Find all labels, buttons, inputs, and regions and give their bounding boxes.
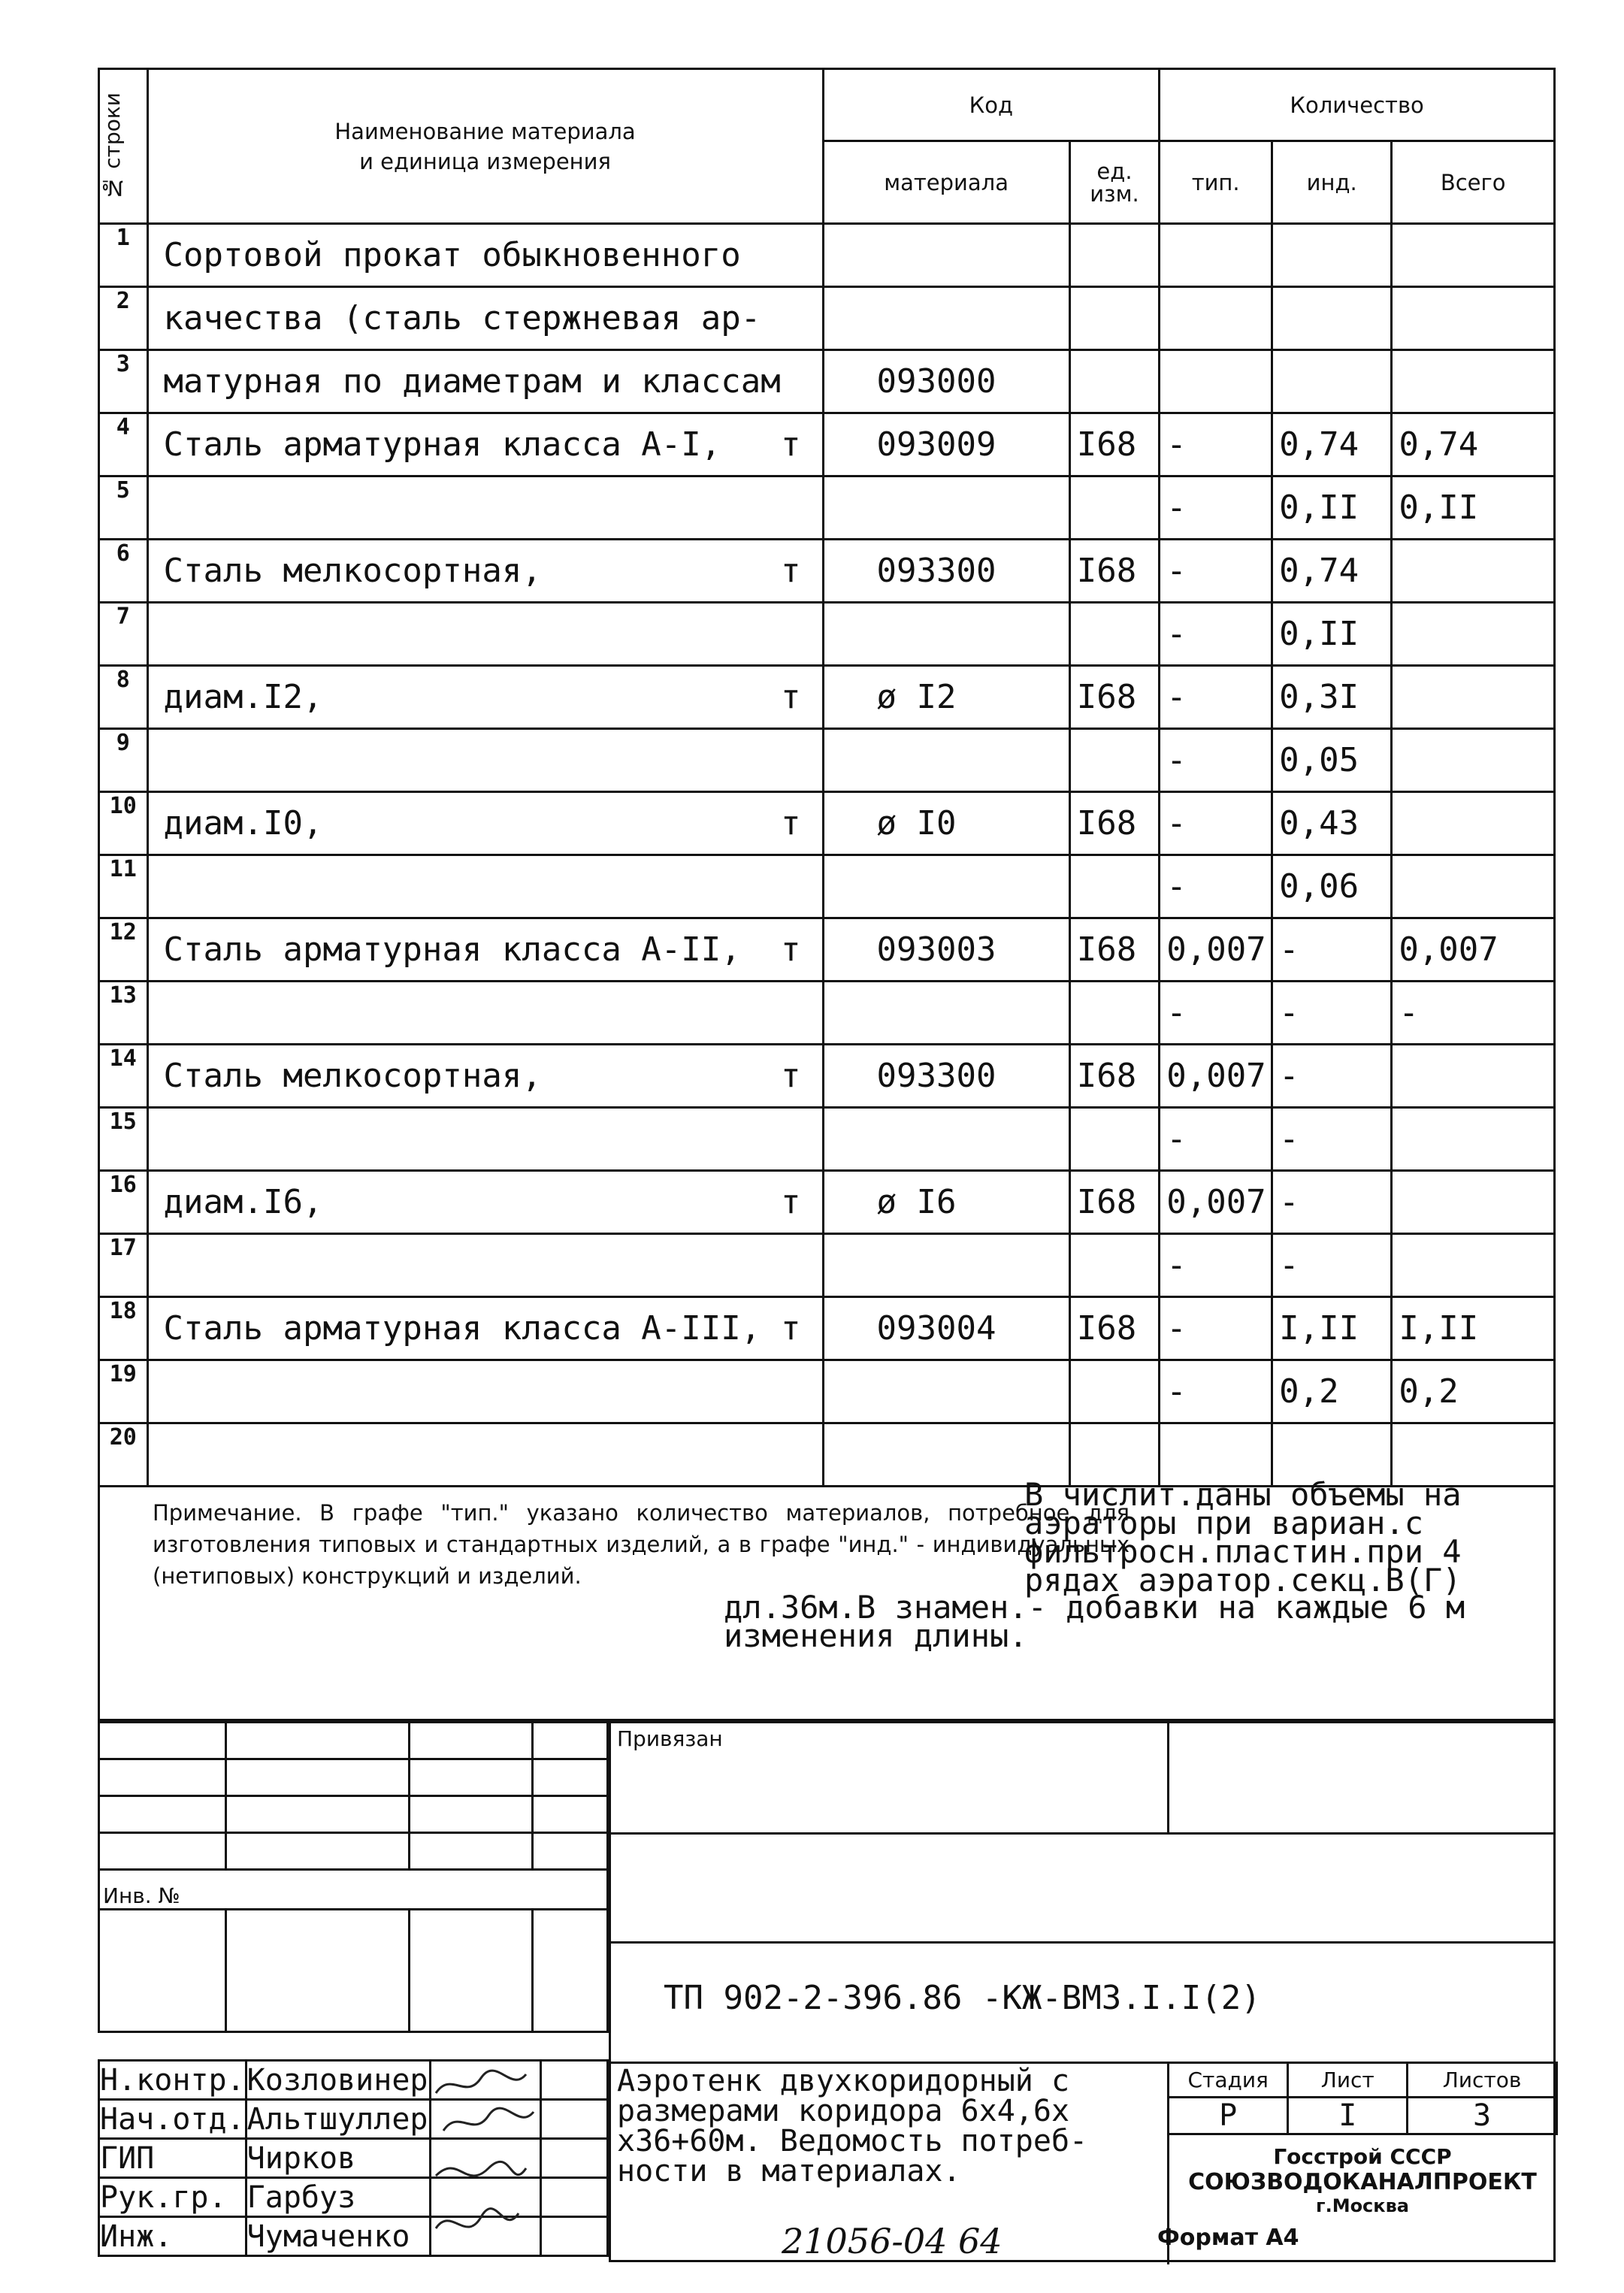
- qty-typ: -: [1160, 1360, 1272, 1423]
- row-number: 15: [99, 1108, 148, 1171]
- header-qty-typ: тип.: [1160, 141, 1272, 224]
- qty-total: [1392, 287, 1555, 350]
- row-number: 6: [99, 540, 148, 603]
- material-unit: т: [781, 1057, 801, 1095]
- material-name: [147, 666, 823, 729]
- material-name-text: Сортовой прокат обыкновенного: [163, 236, 741, 274]
- row-number: 3: [99, 350, 148, 413]
- table-row: [99, 729, 1555, 792]
- qty-typ: -: [1160, 729, 1272, 792]
- qty-typ: -: [1160, 666, 1272, 729]
- material-name: [147, 413, 823, 476]
- header-code: Код: [823, 69, 1160, 141]
- qty-ind: 0,74: [1272, 540, 1392, 603]
- qty-ind: -: [1272, 1108, 1392, 1171]
- material-unit: т: [781, 930, 801, 969]
- stamp-right: [609, 1721, 1556, 2262]
- qty-total: [1392, 729, 1555, 792]
- stamp-left-grid: [98, 1721, 609, 2033]
- qty-total: [1392, 792, 1555, 855]
- material-name: [147, 603, 823, 666]
- material-code: [823, 729, 1069, 792]
- note-typed-right: В числит.даны объемы на аэраторы при вариан.с фильтросн.пластин.при 4 рядах аэратор.секц.В(Г): [1024, 1476, 1462, 1599]
- signatory-role: Нач.отд.: [99, 2100, 246, 2139]
- qty-total: 0,007: [1392, 918, 1555, 982]
- material-name-text: Сталь арматурная класса А-I,: [163, 425, 721, 464]
- material-code: 093300: [823, 1045, 1069, 1108]
- unit-code: I68: [1069, 540, 1159, 603]
- qty-total: [1392, 540, 1555, 603]
- material-unit: т: [781, 425, 801, 464]
- material-unit: т: [781, 1183, 801, 1221]
- header-code-unit: ед. изм.: [1069, 141, 1159, 224]
- org-name: СОЮЗВОДОКАНАЛПРОЕКТ: [1188, 2169, 1537, 2195]
- doc-title: Аэротенк двухкоридорный с размерами коридора 6х4,6х х36+60м. Ведомость потреб- ности в материалах.: [617, 2064, 1088, 2189]
- table-row: [99, 1108, 1555, 1171]
- material-unit: т: [781, 552, 801, 590]
- material-name-text: Сталь мелкосортная,: [163, 1057, 542, 1095]
- signatory-role: Инж.: [99, 2217, 246, 2256]
- header-name: Наименование материала и единица измерения: [147, 69, 823, 224]
- qty-total: 0,74: [1392, 413, 1555, 476]
- signatory-name: Гарбуз: [246, 2178, 430, 2217]
- qty-typ: -: [1160, 540, 1272, 603]
- stage-value: Р: [1169, 2098, 1288, 2134]
- material-name-text: Сталь арматурная класса А-III,: [163, 1309, 761, 1348]
- table-row: [99, 792, 1555, 855]
- material-name: [147, 918, 823, 982]
- table-row: [99, 224, 1555, 287]
- qty-total: I,II: [1392, 1297, 1555, 1360]
- sheet-value: I: [1288, 2098, 1408, 2134]
- material-code: 093004: [823, 1297, 1069, 1360]
- qty-typ: -: [1160, 982, 1272, 1045]
- org-ministry: Госстрой СССР: [1273, 2144, 1452, 2169]
- row-number: 19: [99, 1360, 148, 1423]
- header-code-material: материала: [823, 141, 1069, 224]
- material-unit: т: [781, 1309, 801, 1348]
- row-number: 16: [99, 1171, 148, 1234]
- title-block: [98, 1721, 1556, 2262]
- signatory-role: Н.контр.: [99, 2061, 246, 2100]
- material-code: ø I2: [823, 666, 1069, 729]
- signatory-name: Чирков: [246, 2139, 430, 2178]
- header-qty-total: Всего: [1392, 141, 1555, 224]
- table-row: [99, 540, 1555, 603]
- qty-typ: -: [1160, 855, 1272, 918]
- unit-code: [1069, 855, 1159, 918]
- qty-total: [1392, 1234, 1555, 1297]
- signatory-name: Альтшуллер: [246, 2100, 430, 2139]
- unit-code: [1069, 729, 1159, 792]
- row-number: 1: [99, 224, 148, 287]
- material-code: [823, 855, 1069, 918]
- unit-code: [1069, 1108, 1159, 1171]
- table-row: [99, 855, 1555, 918]
- qty-total: -: [1392, 982, 1555, 1045]
- materials-table: [98, 68, 1556, 1487]
- material-unit: т: [781, 804, 801, 842]
- unit-code: [1069, 603, 1159, 666]
- table-row: [99, 476, 1555, 540]
- table-row: [99, 287, 1555, 350]
- row-number: 8: [99, 666, 148, 729]
- qty-typ: -: [1160, 1297, 1272, 1360]
- material-code: [823, 603, 1069, 666]
- qty-typ: -: [1160, 476, 1272, 540]
- material-name: [147, 729, 823, 792]
- material-code: [823, 1234, 1069, 1297]
- material-name: [147, 287, 823, 350]
- signatory-role: ГИП: [99, 2139, 246, 2178]
- table-row: [99, 1360, 1555, 1423]
- qty-total: [1392, 603, 1555, 666]
- qty-ind: -: [1272, 1234, 1392, 1297]
- unit-code: [1069, 476, 1159, 540]
- material-name-text: матурная по диаметрам и классам: [163, 362, 781, 401]
- qty-typ: [1160, 224, 1272, 287]
- qty-typ: -: [1160, 792, 1272, 855]
- unit-code: I68: [1069, 792, 1159, 855]
- unit-code: I68: [1069, 1171, 1159, 1234]
- row-number: 12: [99, 918, 148, 982]
- qty-total: [1392, 855, 1555, 918]
- qty-ind: I,II: [1272, 1297, 1392, 1360]
- qty-total: [1392, 350, 1555, 413]
- material-unit: т: [781, 678, 801, 716]
- row-number: 20: [99, 1423, 148, 1487]
- table-row: [99, 603, 1555, 666]
- signatures-icon: [421, 2063, 601, 2258]
- qty-typ: [1160, 350, 1272, 413]
- qty-ind: 0,06: [1272, 855, 1392, 918]
- row-number: 17: [99, 1234, 148, 1297]
- table-row: [99, 918, 1555, 982]
- org-city: г.Москва: [1316, 2195, 1409, 2216]
- header-row-no: № строки: [99, 69, 148, 224]
- table-row: [99, 1045, 1555, 1108]
- unit-code: [1069, 350, 1159, 413]
- qty-ind: 0,3I: [1272, 666, 1392, 729]
- doc-code: ТП 902-2-396.86 -КЖ-ВМ3.I.I(2): [664, 1979, 1261, 2017]
- table-row: [99, 1171, 1555, 1234]
- material-name-text: диам.I0,: [163, 804, 323, 842]
- qty-typ: [1160, 287, 1272, 350]
- sheet-label: Лист: [1288, 2063, 1408, 2098]
- material-code: ø I0: [823, 792, 1069, 855]
- qty-ind: -: [1272, 982, 1392, 1045]
- table-row: [99, 350, 1555, 413]
- stage-label: Стадия: [1169, 2063, 1288, 2098]
- row-number: 13: [99, 982, 148, 1045]
- qty-ind: -: [1272, 918, 1392, 982]
- material-name: [147, 1108, 823, 1171]
- material-code: 093009: [823, 413, 1069, 476]
- signatory-name: Козловинер: [246, 2061, 430, 2100]
- qty-total: 0,II: [1392, 476, 1555, 540]
- unit-code: [1069, 224, 1159, 287]
- material-code: [823, 1108, 1069, 1171]
- inv-no-label: Инв. №: [99, 1870, 608, 1910]
- qty-typ: -: [1160, 1234, 1272, 1297]
- material-code: [823, 224, 1069, 287]
- unit-code: I68: [1069, 1045, 1159, 1108]
- material-code: ø I6: [823, 1171, 1069, 1234]
- material-name-text: диам.I6,: [163, 1183, 323, 1221]
- material-name: [147, 1360, 823, 1423]
- row-number: 18: [99, 1297, 148, 1360]
- qty-ind: 0,74: [1272, 413, 1392, 476]
- note-printed: Примечание. В графе "тип." указано количество материалов, потребное для изготовления типовых и стандартных изделий, а в графе "инд." - индивидуальных (нетиповых) конструкций и изделий.: [153, 1500, 1130, 1589]
- archive-number: 21056-04 64: [782, 2221, 1003, 2261]
- qty-ind: 0,2: [1272, 1360, 1392, 1423]
- qty-ind: 0,43: [1272, 792, 1392, 855]
- material-name: [147, 476, 823, 540]
- table-row: [99, 666, 1555, 729]
- privyazan-label: Привязан: [617, 1726, 723, 1751]
- signatory-name: Чумаченко: [246, 2217, 430, 2256]
- qty-total: [1392, 666, 1555, 729]
- material-code: 093300: [823, 540, 1069, 603]
- unit-code: [1069, 982, 1159, 1045]
- material-name: [147, 855, 823, 918]
- material-name-text: Сталь арматурная класса А-II,: [163, 930, 741, 969]
- qty-total: [1392, 1171, 1555, 1234]
- header-quantity: Количество: [1160, 69, 1555, 141]
- qty-ind: -: [1272, 1045, 1392, 1108]
- qty-total: [1392, 1108, 1555, 1171]
- sheets-label: Листов: [1408, 2063, 1557, 2098]
- material-code: 093003: [823, 918, 1069, 982]
- material-code: [823, 1360, 1069, 1423]
- qty-typ: 0,007: [1160, 918, 1272, 982]
- material-name: [147, 1297, 823, 1360]
- format-label: Формат А4: [1157, 2225, 1299, 2251]
- qty-typ: 0,007: [1160, 1045, 1272, 1108]
- material-name: [147, 1171, 823, 1234]
- qty-ind: [1272, 224, 1392, 287]
- qty-ind: 0,05: [1272, 729, 1392, 792]
- organization: [1167, 2144, 1558, 2216]
- signatory-role: Рук.гр.: [99, 2178, 246, 2217]
- qty-typ: -: [1160, 413, 1272, 476]
- material-name: [147, 350, 823, 413]
- material-name: [147, 1045, 823, 1108]
- qty-typ: -: [1160, 1108, 1272, 1171]
- qty-total: [1392, 224, 1555, 287]
- note-block: [98, 1476, 1556, 1721]
- unit-code: [1069, 1234, 1159, 1297]
- material-code: [823, 982, 1069, 1045]
- qty-typ: -: [1160, 603, 1272, 666]
- row-number: 10: [99, 792, 148, 855]
- stage-table: [1167, 2062, 1558, 2135]
- row-number: 7: [99, 603, 148, 666]
- material-name: [147, 982, 823, 1045]
- unit-code: I68: [1069, 918, 1159, 982]
- unit-code: I68: [1069, 413, 1159, 476]
- qty-ind: 0,II: [1272, 476, 1392, 540]
- row-number: 14: [99, 1045, 148, 1108]
- row-number: 11: [99, 855, 148, 918]
- unit-code: [1069, 287, 1159, 350]
- row-number: 4: [99, 413, 148, 476]
- row-number: 5: [99, 476, 148, 540]
- header-qty-ind: инд.: [1272, 141, 1392, 224]
- material-name-text: качества (сталь стержневая ар-: [163, 299, 761, 337]
- unit-code: I68: [1069, 666, 1159, 729]
- material-name: [147, 224, 823, 287]
- privyazan-box: [611, 1723, 1169, 1835]
- qty-ind: -: [1272, 1171, 1392, 1234]
- material-name-text: диам.I2,: [163, 678, 323, 716]
- material-name: [147, 792, 823, 855]
- material-name: [147, 540, 823, 603]
- unit-code: I68: [1069, 1297, 1159, 1360]
- qty-total: 0,2: [1392, 1360, 1555, 1423]
- row-number: 2: [99, 287, 148, 350]
- row-number: 9: [99, 729, 148, 792]
- material-code: [823, 287, 1069, 350]
- qty-ind: [1272, 287, 1392, 350]
- sheets-value: 3: [1408, 2098, 1557, 2134]
- table-row: [99, 1297, 1555, 1360]
- note-typed-bottom: дл.36м.В знамен.- добавки на каждые 6 м изменения длины.: [724, 1589, 1465, 1654]
- material-name-text: Сталь мелкосортная,: [163, 552, 542, 590]
- qty-ind: 0,II: [1272, 603, 1392, 666]
- table-row: [99, 1234, 1555, 1297]
- material-name: [147, 1234, 823, 1297]
- table-row: [99, 982, 1555, 1045]
- qty-ind: [1272, 350, 1392, 413]
- doc-code-box: [611, 1941, 1553, 2064]
- material-code: [823, 476, 1069, 540]
- material-code: 093000: [823, 350, 1069, 413]
- material-name: [147, 1423, 823, 1487]
- table-row: [99, 413, 1555, 476]
- qty-typ: 0,007: [1160, 1171, 1272, 1234]
- qty-total: [1392, 1045, 1555, 1108]
- unit-code: [1069, 1360, 1159, 1423]
